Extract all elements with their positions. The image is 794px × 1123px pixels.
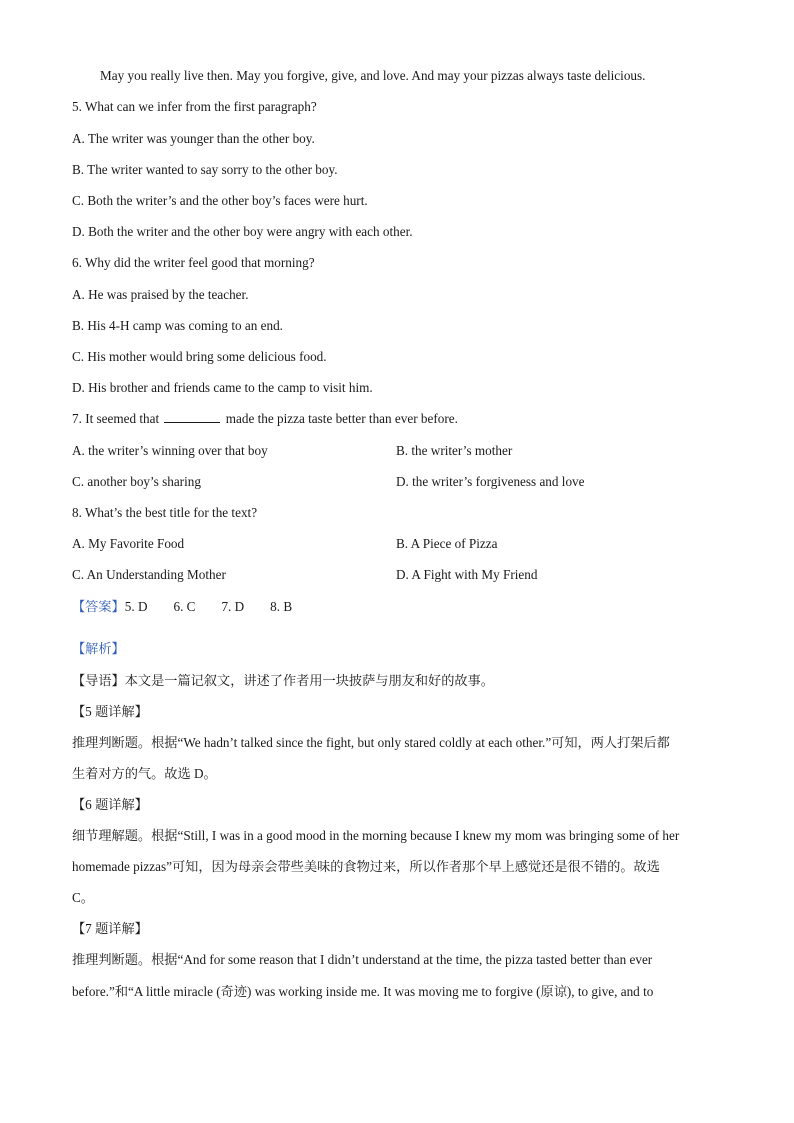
- question-8-option-b: B. A Piece of Pizza: [396, 536, 498, 551]
- question-7-option-d: D. the writer’s forgiveness and love: [396, 474, 585, 489]
- analysis-label: 【解析】: [72, 641, 125, 656]
- intro-label: 【导语】: [72, 673, 125, 688]
- answer-line: [72, 598, 292, 616]
- question-6-option-a: A. He was praised by the teacher.: [72, 287, 249, 302]
- question-7-option-c: C. another boy’s sharing: [72, 474, 201, 489]
- q5-detail-heading: 【5 题详解】: [72, 704, 148, 719]
- answer-item-8: 8. B: [270, 599, 293, 614]
- q6-detail-heading: 【6 题详解】: [72, 797, 148, 812]
- question-7-stem-start: 7. It seemed that: [72, 411, 160, 426]
- question-8-stem: 8. What’s the best title for the text?: [72, 505, 258, 520]
- q7-detail-heading: 【7 题详解】: [72, 921, 148, 936]
- q7-detail-line-2: before.”和“A little miracle (奇迹) was working inside me. It was moving me to forgive (原谅), to give, and to: [72, 984, 654, 999]
- passage-closing-line: May you really live then. May you forgive, give, and love. And may your pizzas always taste delicious.: [100, 68, 646, 83]
- answer-item-7: 7. D: [221, 599, 245, 614]
- answer-label: 【答案】: [72, 599, 125, 614]
- answer-blank: [164, 410, 220, 423]
- question-8-option-d: D. A Fight with My Friend: [396, 567, 538, 582]
- q5-detail-line-2: 生着对方的气。故选 D。: [72, 766, 217, 781]
- question-5-option-c: C. Both the writer’s and the other boy’s faces were hurt.: [72, 193, 368, 208]
- question-6-option-d: D. His brother and friends came to the camp to visit him.: [72, 380, 373, 395]
- q6-detail-line-3: C。: [72, 890, 94, 905]
- question-6-option-c: C. His mother would bring some delicious food.: [72, 349, 327, 364]
- answer-item-6: 6. C: [173, 599, 196, 614]
- question-7-stem: [72, 410, 458, 428]
- question-7-stem-end: made the pizza taste better than ever before.: [225, 411, 458, 426]
- question-7-option-a: A. the writer’s winning over that boy: [72, 443, 268, 458]
- question-8-option-a: A. My Favorite Food: [72, 536, 185, 551]
- question-5-option-d: D. Both the writer and the other boy were angry with each other.: [72, 224, 413, 239]
- q6-detail-line-2: homemade pizzas”可知，因为母亲会带些美味的食物过来，所以作者那个早上感觉还是很不错的。故选: [72, 859, 660, 874]
- q7-detail-line-1: 推理判断题。根据“And for some reason that I didn’t understand at the time, the pizza tasted better than ever: [72, 952, 653, 967]
- intro-text: 本文是一篇记叙文，讲述了作者用一块披萨与朋友和好的故事。: [124, 673, 494, 688]
- q6-detail-line-1: 细节理解题。根据“Still, I was in a good mood in the morning because I knew my mom was bringing some of her: [72, 828, 680, 843]
- question-5-stem: 5. What can we infer from the first paragraph?: [72, 99, 317, 114]
- intro-line: [72, 672, 494, 690]
- question-6-stem: 6. Why did the writer feel good that morning?: [72, 255, 315, 270]
- question-8-option-c: C. An Understanding Mother: [72, 567, 226, 582]
- question-5-option-a: A. The writer was younger than the other boy.: [72, 131, 315, 146]
- question-7-option-b: B. the writer’s mother: [396, 443, 513, 458]
- q5-detail-line-1: 推理判断题。根据“We hadn’t talked since the fight, but only stared coldly at each other.”可知，两人打架后都: [72, 735, 670, 750]
- question-5-option-b: B. The writer wanted to say sorry to the other boy.: [72, 162, 338, 177]
- question-6-option-b: B. His 4-H camp was coming to an end.: [72, 318, 283, 333]
- answer-item-5: 5. D: [124, 599, 148, 614]
